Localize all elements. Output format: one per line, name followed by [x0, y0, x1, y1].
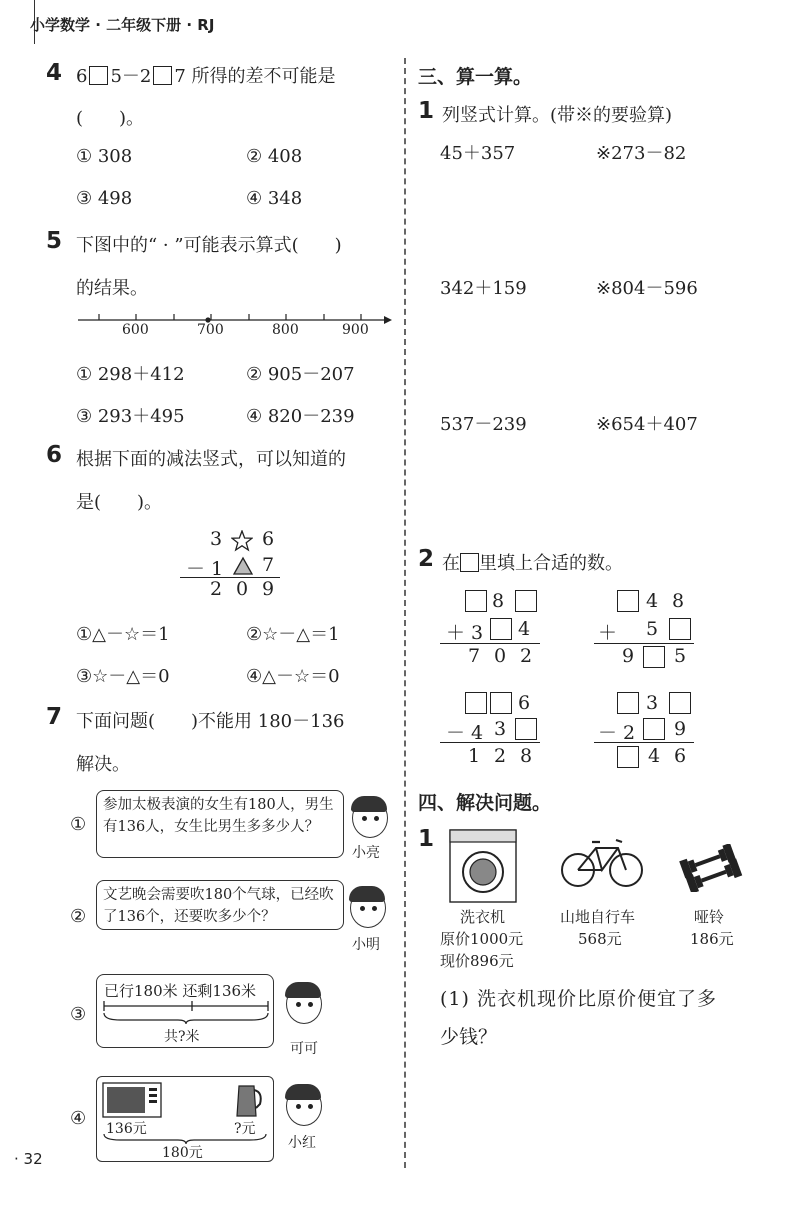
dumbbell-icon	[676, 844, 748, 892]
q6-r2-d1: － 1	[186, 558, 224, 580]
p4-blank-2[interactable]	[669, 692, 691, 714]
q7-number: 7	[46, 704, 63, 730]
q7-item2-bubble: 文艺晚会需要吹180个气球，已经吹了136个，还要吹多少个？	[96, 880, 344, 930]
q6-r3-d3: 9	[262, 578, 275, 600]
q4-option-2[interactable]: ② 408	[246, 146, 303, 167]
s4-item3-price: 186元	[690, 930, 734, 948]
s3-q2-number: 2	[418, 546, 435, 572]
p2-blank-3[interactable]	[643, 646, 665, 668]
p4-sum-line	[594, 742, 694, 743]
q7-item1-bubble: 参加太极表演的女生有180人，男生有136人，女生比男生多多少人？	[96, 790, 344, 858]
p2-blank-2[interactable]	[669, 618, 691, 640]
p3-r2-d1: － 4	[446, 722, 484, 744]
header-title: 小学数学 · 二年级下册 · RJ	[30, 16, 215, 34]
s4-q1-number: 1	[418, 826, 435, 852]
s3-q1-title: 列竖式计算。(带※的要验算)	[442, 105, 673, 126]
p2-r1-d3: 8	[672, 590, 685, 612]
p1-r3-d2: 0	[494, 645, 507, 667]
p2-r1-d2: 4	[646, 590, 659, 612]
s4-item1-current: 现价896元	[440, 952, 514, 970]
girl-avatar-icon	[286, 984, 322, 1024]
q5-number: 5	[46, 228, 63, 254]
s3-q2-title-b: 里填上合适的数。	[479, 553, 623, 574]
p4-r3-d2: 4	[648, 745, 661, 767]
q7-item2-name: 小明	[352, 937, 380, 953]
s3-q2-title-box	[460, 553, 479, 572]
s4-item2-price: 568元	[578, 930, 622, 948]
q7-item3-name: 可可	[290, 1041, 318, 1057]
s4-item3-name: 哑铃	[694, 908, 725, 926]
q4-option-3[interactable]: ③ 498	[76, 188, 133, 209]
q6-option-2[interactable]: ②☆－△＝1	[246, 624, 340, 645]
p4-r2-d1: － 2	[598, 722, 636, 744]
p1-r2-d1: ＋ 3	[446, 622, 484, 644]
q4-text-b: 5－2	[110, 66, 152, 87]
p1-r3-d3: 2	[520, 645, 533, 667]
p3-sum-line	[440, 742, 540, 743]
q7-item4-name: 小红	[288, 1135, 316, 1151]
q6-r2-d3: 7	[262, 554, 275, 576]
p3-blank-1[interactable]	[465, 692, 487, 714]
boy-glasses-avatar-icon	[350, 888, 386, 928]
column-divider	[404, 58, 406, 1168]
q5-tick-900: 900	[342, 322, 369, 338]
star-icon	[231, 530, 253, 552]
q7-item2-mark[interactable]: ②	[70, 906, 87, 927]
q5-line2: 的结果。	[76, 278, 148, 299]
p4-r2-d3: 9	[674, 718, 687, 740]
p2-r2-d1: ＋	[598, 622, 618, 644]
section3-title: 三、算一算。	[418, 66, 533, 88]
p2-sum-line	[594, 643, 694, 644]
q6-r3-d2: 0	[236, 578, 249, 600]
p1-blank-3[interactable]	[490, 618, 512, 640]
s4-item2-name: 山地自行车	[560, 908, 636, 926]
q7-item3-mark[interactable]: ③	[70, 1004, 87, 1025]
q5-option-2[interactable]: ② 905－207	[246, 364, 355, 385]
q4-text-a: 6	[76, 66, 88, 87]
q5-option-3[interactable]: ③ 293＋495	[76, 406, 185, 427]
boy-avatar-icon	[352, 798, 388, 838]
p1-sum-line	[440, 643, 540, 644]
p3-r3-d1: 1	[468, 745, 481, 767]
p4-r3-d3: 6	[674, 745, 687, 767]
p3-blank-3[interactable]	[515, 718, 537, 740]
p1-r1-d2: 8	[492, 590, 505, 612]
s3-expr-6: ※654＋407	[596, 414, 698, 435]
q6-r1-d1: 3	[210, 528, 223, 550]
q7-line1: 下面问题( )不能用 180－136	[76, 711, 345, 732]
s3-expr-4: ※804－596	[596, 278, 698, 299]
q4-blank-box-1	[89, 66, 108, 85]
s4-item1-name: 洗衣机	[460, 908, 506, 926]
q7-item4-bottom-label: 180元	[162, 1145, 203, 1161]
q7-item1-mark[interactable]: ①	[70, 814, 87, 835]
p3-r3-d3: 8	[520, 745, 533, 767]
s3-expr-1: 45＋357	[440, 143, 516, 164]
washing-machine-icon	[448, 828, 520, 906]
q6-number: 6	[46, 442, 63, 468]
s3-expr-2: ※273－82	[596, 143, 687, 164]
q5-tick-600: 600	[122, 322, 149, 338]
bicycle-icon	[560, 834, 644, 890]
s3-expr-3: 342＋159	[440, 278, 527, 299]
q7-item4-mark[interactable]: ④	[70, 1108, 87, 1129]
q7-item4-right-price: ?元	[234, 1121, 256, 1137]
q4-number: 4	[46, 60, 63, 86]
q6-line2: 是( )。	[76, 492, 163, 513]
p3-r1-d3: 6	[518, 692, 531, 714]
q6-r1-d3: 6	[262, 528, 275, 550]
girl-bow-avatar-icon	[286, 1086, 322, 1126]
p2-blank-1[interactable]	[617, 590, 639, 612]
q5-line1: 下图中的“ · ”可能表示算式( )	[76, 235, 342, 256]
page-number: · 32	[14, 1150, 43, 1168]
p1-blank-1[interactable]	[465, 590, 487, 612]
q5-tick-700: 700	[197, 322, 224, 338]
p1-r3-d1: 7	[468, 645, 481, 667]
q4-text-c: 7 所得的差不可能是	[174, 66, 336, 87]
s3-expr-5: 537－239	[440, 414, 527, 435]
q4-line2: ( )。	[76, 108, 145, 129]
p2-r3-d3: 5	[674, 645, 687, 667]
p4-blank-3[interactable]	[643, 718, 665, 740]
q7-item3-segment-diagram	[100, 1000, 272, 1026]
q4-option-4[interactable]: ④ 348	[246, 188, 303, 209]
p4-r1-d2: 3	[646, 692, 659, 714]
q6-option-4[interactable]: ④△－☆＝0	[246, 666, 340, 687]
s4-item1-original: 原价1000元	[440, 930, 524, 948]
q6-option-3[interactable]: ③☆－△＝0	[76, 666, 170, 687]
triangle-icon	[232, 556, 254, 576]
section4-title: 四、解决问题。	[418, 792, 552, 814]
s3-q1-number: 1	[418, 98, 435, 124]
q5-option-4[interactable]: ④ 820－239	[246, 406, 355, 427]
q6-line1: 根据下面的减法竖式，可以知道的	[76, 449, 346, 470]
q5-option-1[interactable]: ① 298＋412	[76, 364, 185, 385]
q7-line2: 解决。	[76, 754, 130, 775]
p3-blank-2[interactable]	[490, 692, 512, 714]
s4-question-line1: (1) 洗衣机现价比原价便宜了多	[440, 988, 717, 1010]
s3-q2-title-a: 在	[442, 553, 460, 574]
q6-option-1[interactable]: ①△－☆＝1	[76, 624, 170, 645]
p1-blank-2[interactable]	[515, 590, 537, 612]
p4-blank-1[interactable]	[617, 692, 639, 714]
q4-line1	[76, 62, 336, 88]
q7-item3-bottom-label: 共?米	[164, 1029, 200, 1045]
microwave-icon	[102, 1082, 162, 1118]
q6-r3-d1: 2	[210, 578, 223, 600]
p4-blank-4[interactable]	[617, 746, 639, 768]
p3-r2-d2: 3	[494, 718, 507, 740]
q4-blank-box-2	[153, 66, 172, 85]
p1-r2-d3: 4	[518, 618, 531, 640]
p3-r3-d2: 2	[494, 745, 507, 767]
kettle-icon	[234, 1082, 264, 1118]
p2-r3-d1: 9	[622, 645, 635, 667]
p2-r2-d2: 5	[646, 618, 659, 640]
q7-item4-left-price: 136元	[106, 1121, 147, 1137]
q4-option-1[interactable]: ① 308	[76, 146, 133, 167]
s3-q2-title	[442, 549, 623, 575]
q7-item3-top-label: 已行180米 还剩136米	[104, 982, 257, 1000]
q7-item1-name: 小亮	[352, 845, 380, 861]
s4-question-line2: 少钱？	[440, 1026, 498, 1048]
q5-tick-800: 800	[272, 322, 299, 338]
